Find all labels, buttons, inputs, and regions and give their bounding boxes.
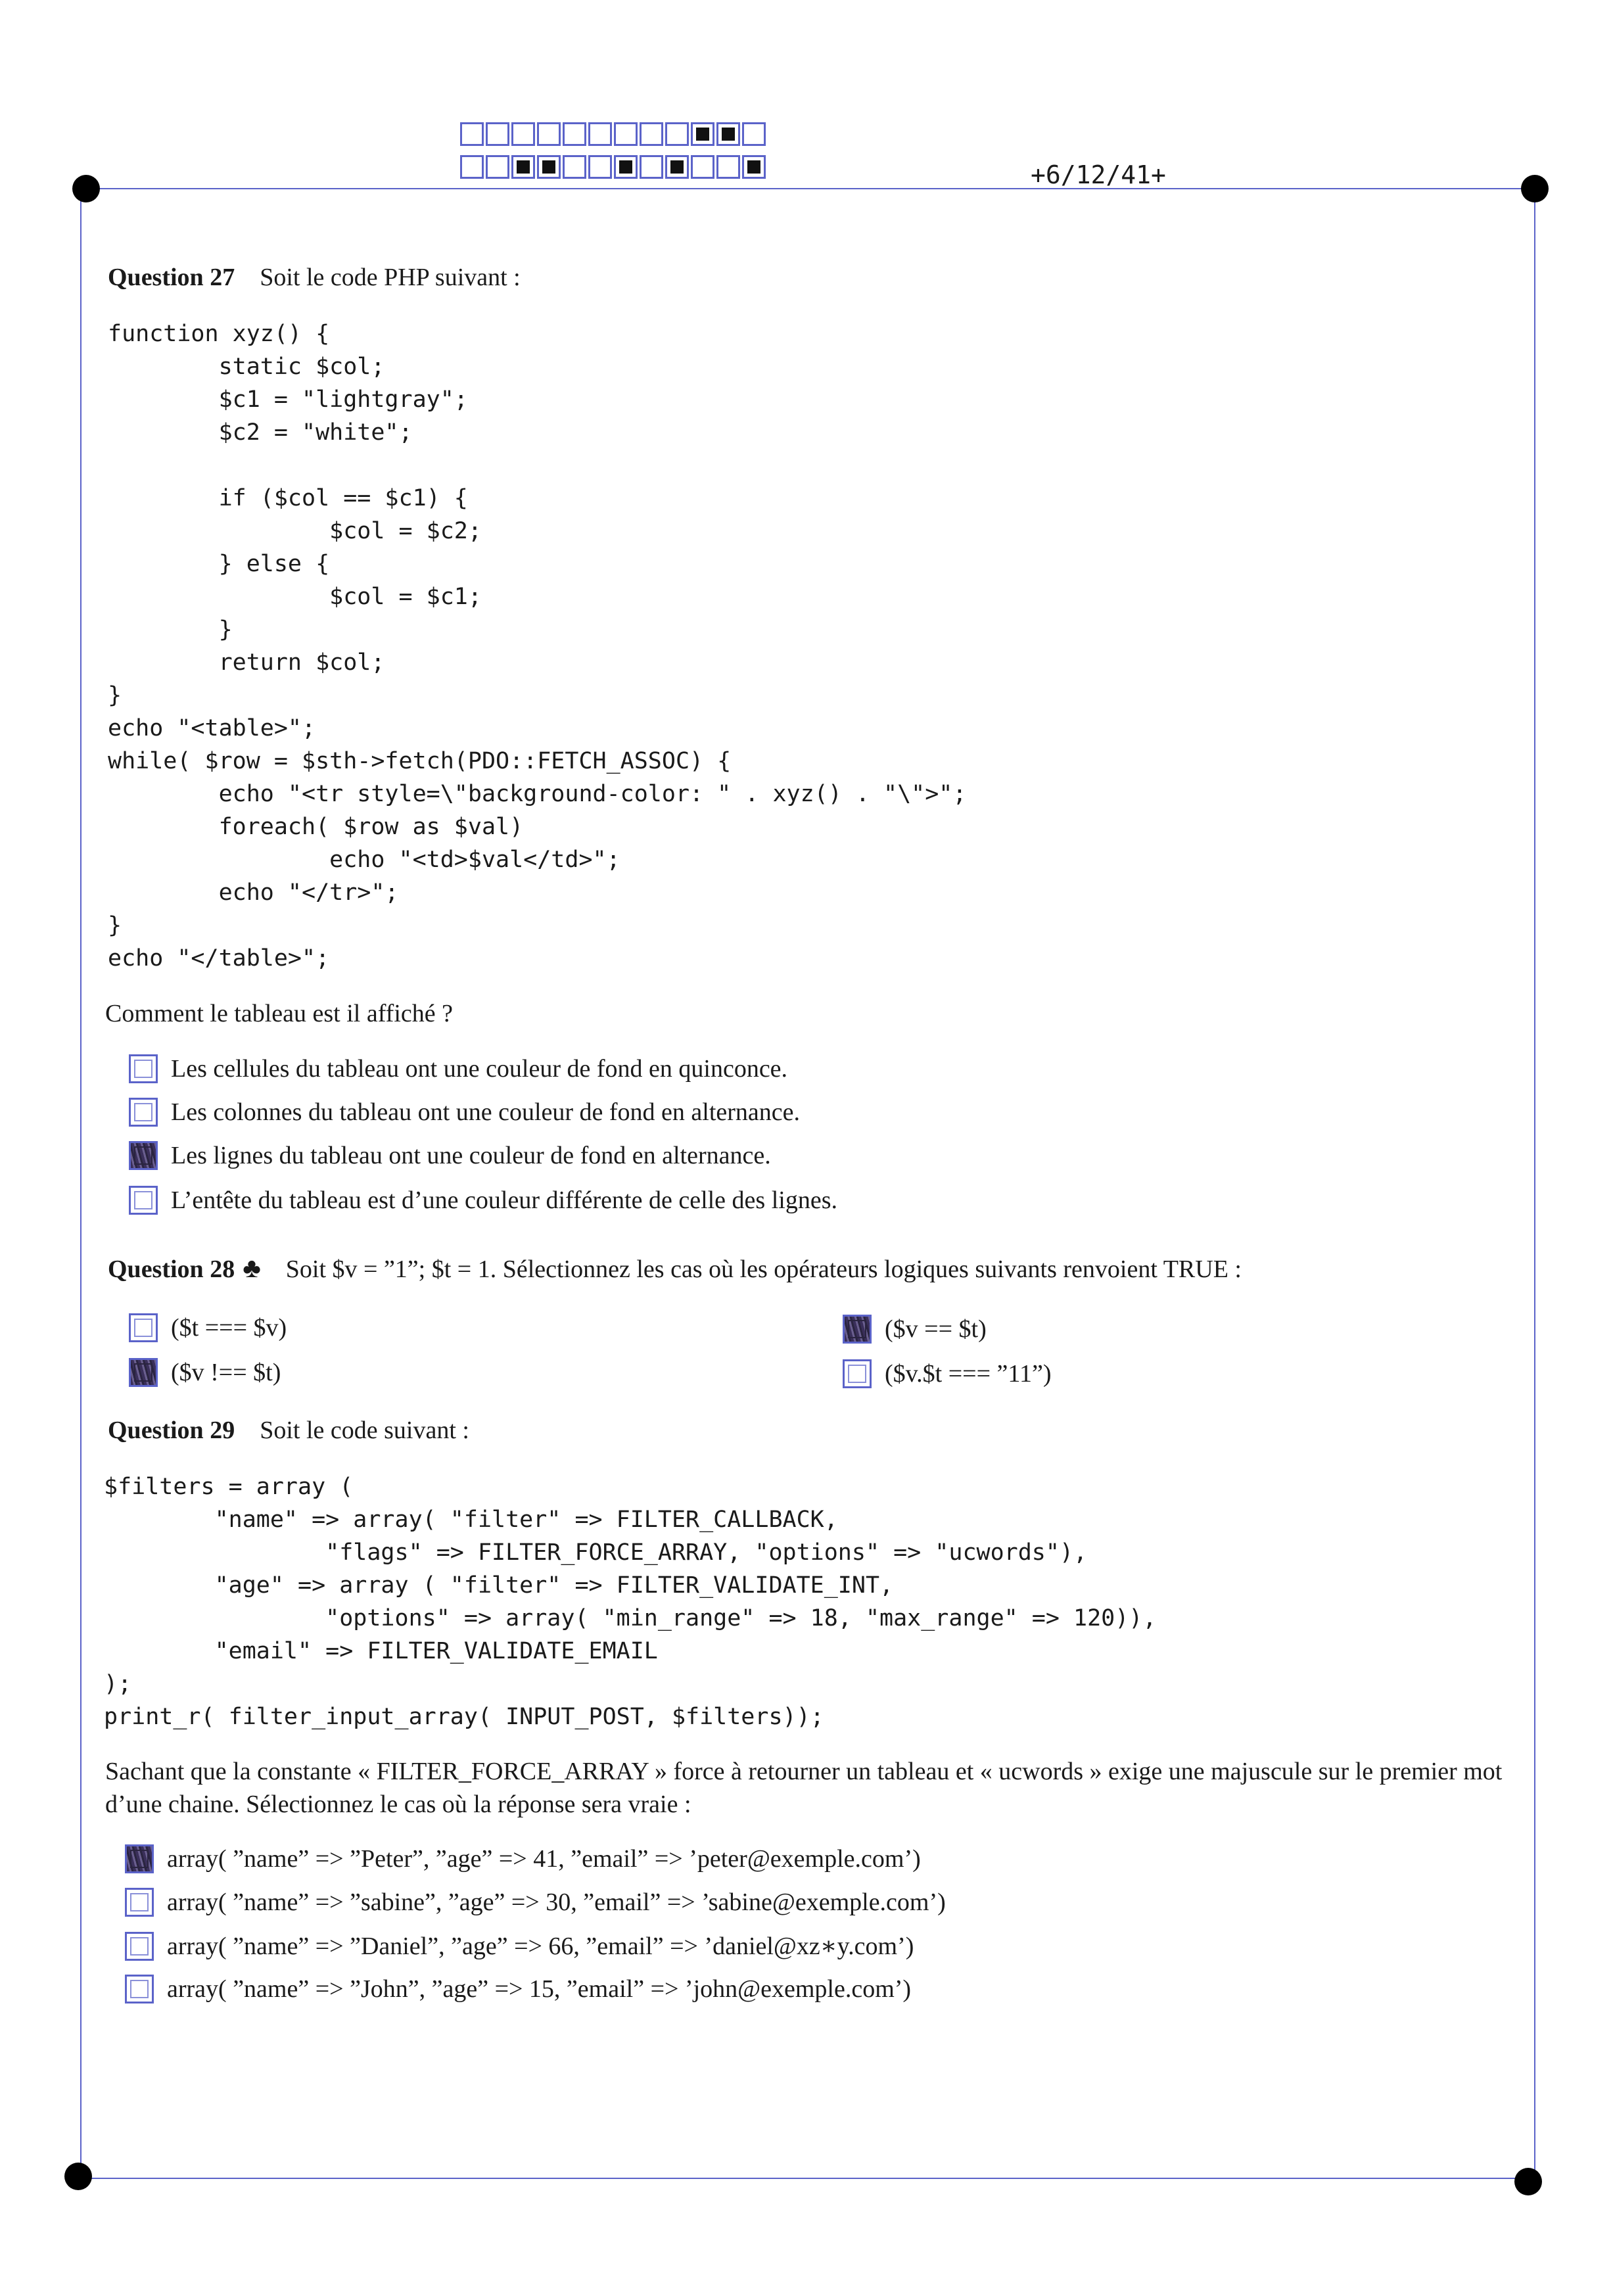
barcode-cell-empty — [511, 122, 535, 146]
option-label: ($v == $t) — [885, 1315, 987, 1343]
answer-checkbox[interactable] — [129, 1098, 158, 1127]
barcode-cell-empty — [614, 122, 638, 146]
option-label: Les cellules du tableau ont une couleur de fond en quinconce. — [171, 1055, 788, 1083]
option-label: array( ”name” => ”Peter”, ”age” => 41, ”email” => ’peter@exemple.com’) — [167, 1845, 921, 1873]
barcode-cell-empty — [640, 122, 663, 146]
option-label: L’entête du tableau est d’une couleur différente de celle des lignes. — [171, 1186, 837, 1214]
answer-checkbox[interactable] — [129, 1186, 158, 1215]
barcode-cell-empty — [563, 122, 586, 146]
option-label: ($v.$t === ”11”) — [885, 1360, 1052, 1388]
answer-checkbox[interactable] — [125, 1975, 154, 2003]
question-27-prompt: Comment le tableau est il affiché ? — [105, 1000, 453, 1027]
question-29-explanation: Sachant que la constante « FILTER_FORCE_ARRAY » force à retourner un tableau et « ucwords » exige une majuscule sur le premier mot d’une chaine. Sélectionnez le cas où la réponse sera vraie : — [105, 1758, 1503, 1818]
option-label: Les lignes du tableau ont une couleur de fond en alternance. — [171, 1142, 771, 1169]
question-29-code: $filters = array ( "name" => array( "filter" => FILTER_CALLBACK, "flags" => FILTER_FORCE_ARRAY, "options" => "ucwords"), "age" => array ( "filter" => FILTER_VALIDATE_INT, "options" => array( "min_range" => 18, "max_range" => 120)), "email" => FILTER_VALIDATE_EMAIL ); print_r( filter_input_array( INPUT_POST, $filters)); — [104, 1474, 1157, 1730]
question-27-option-4[interactable] — [129, 1186, 837, 1215]
question-29-header — [108, 1416, 469, 1445]
page-id: +6/12/41+ — [1031, 160, 1166, 189]
barcode-cell-empty — [537, 122, 561, 146]
barcode-cell-empty — [691, 155, 714, 179]
answer-checkbox-checked[interactable] — [125, 1844, 154, 1873]
frame-top-line — [80, 188, 1535, 189]
answer-checkbox[interactable] — [125, 1888, 154, 1917]
option-label: array( ”name” => ”sabine”, ”age” => 30, ”email” => ’sabine@exemple.com’) — [167, 1888, 946, 1916]
barcode-cell-filled — [511, 155, 535, 179]
barcode-row-2 — [460, 155, 768, 182]
barcode-cell-filled — [665, 155, 689, 179]
answer-checkbox[interactable] — [129, 1054, 158, 1083]
frame-bottom-line — [78, 2178, 1530, 2179]
question-intro: Soit le code PHP suivant : — [260, 264, 521, 291]
question-intro: Soit $v = ”1”; $t = 1. Sélectionnez les cas où les opérateurs logiques suivants renvoient TRUE : — [285, 1255, 1242, 1283]
question-28-header — [108, 1253, 1242, 1284]
answer-checkbox[interactable] — [125, 1932, 154, 1961]
question-28-option-2[interactable] — [843, 1315, 987, 1344]
barcode-cell-empty — [486, 122, 509, 146]
corner-mark-top-right — [1521, 175, 1549, 202]
barcode-cell-filled — [742, 155, 766, 179]
question-27-option-3[interactable] — [129, 1141, 771, 1170]
question-28-option-1[interactable] — [129, 1313, 287, 1342]
question-29-option-4[interactable] — [125, 1975, 911, 2003]
barcode-cell-empty — [665, 122, 689, 146]
corner-mark-top-left — [72, 175, 100, 202]
barcode-cell-empty — [588, 155, 612, 179]
question-27-option-1[interactable] — [129, 1054, 787, 1083]
barcode-row-1 — [460, 122, 768, 149]
barcode-cell-filled — [716, 122, 740, 146]
question-number: Question 27 — [108, 264, 235, 291]
question-27-option-2[interactable] — [129, 1098, 800, 1127]
club-icon: ♣ — [243, 1253, 261, 1284]
question-28-option-4[interactable] — [843, 1359, 1052, 1388]
answer-checkbox-checked[interactable] — [129, 1141, 158, 1170]
answer-checkbox-checked[interactable] — [843, 1315, 872, 1344]
barcode-cell-empty — [588, 122, 612, 146]
barcode-cell-filled — [537, 155, 561, 179]
option-label: ($t === $v) — [171, 1314, 287, 1342]
option-label: Les colonnes du tableau ont une couleur de fond en alternance. — [171, 1098, 801, 1126]
barcode-cell-filled — [614, 155, 638, 179]
question-28-option-3[interactable] — [129, 1358, 281, 1387]
question-27-header — [108, 263, 521, 292]
barcode-cell-empty — [460, 122, 484, 146]
question-27-code: function xyz() { static $col; $c1 = "lightgray"; $c2 = "white"; if ($col == $c1) { $col = $c2; } else { $col = $c1; } return $col; } echo "<table>"; while( $row = $sth->fetch(PDO::FETCH_ASSOC) { echo "<tr style=\"background-color: " . xyz() . "\">"; foreach( $row as $val) echo "<td>$val</td>"; echo "</tr>"; } echo "</table>"; — [108, 321, 967, 972]
barcode-cell-empty — [716, 155, 740, 179]
option-label: array( ”name” => ”Daniel”, ”age” => 66, ”email” => ’daniel@xz∗y.com’) — [167, 1933, 914, 1960]
option-label: array( ”name” => ”John”, ”age” => 15, ”email” => ’john@exemple.com’) — [167, 1975, 912, 2003]
barcode-cell-empty — [486, 155, 509, 179]
question-29-option-3[interactable] — [125, 1931, 914, 1961]
corner-mark-bottom-left — [64, 2163, 92, 2190]
corner-mark-bottom-right — [1514, 2168, 1542, 2195]
barcode-cell-empty — [742, 122, 766, 146]
barcode-cell-empty — [640, 155, 663, 179]
barcode-cell-empty — [563, 155, 586, 179]
frame-left-line — [80, 188, 82, 2180]
question-number: Question 29 — [108, 1417, 235, 1444]
answer-checkbox-checked[interactable] — [129, 1358, 158, 1387]
frame-right-line — [1534, 188, 1535, 2180]
answer-checkbox[interactable] — [843, 1359, 872, 1388]
question-intro: Soit le code suivant : — [260, 1417, 469, 1444]
question-number: Question 28 — [108, 1255, 235, 1283]
question-29-option-1[interactable] — [125, 1844, 921, 1873]
answer-checkbox[interactable] — [129, 1313, 158, 1342]
barcode-cell-filled — [691, 122, 714, 146]
barcode-cell-empty — [460, 155, 484, 179]
option-label: ($v !== $t) — [171, 1359, 281, 1386]
question-29-option-2[interactable] — [125, 1888, 946, 1917]
